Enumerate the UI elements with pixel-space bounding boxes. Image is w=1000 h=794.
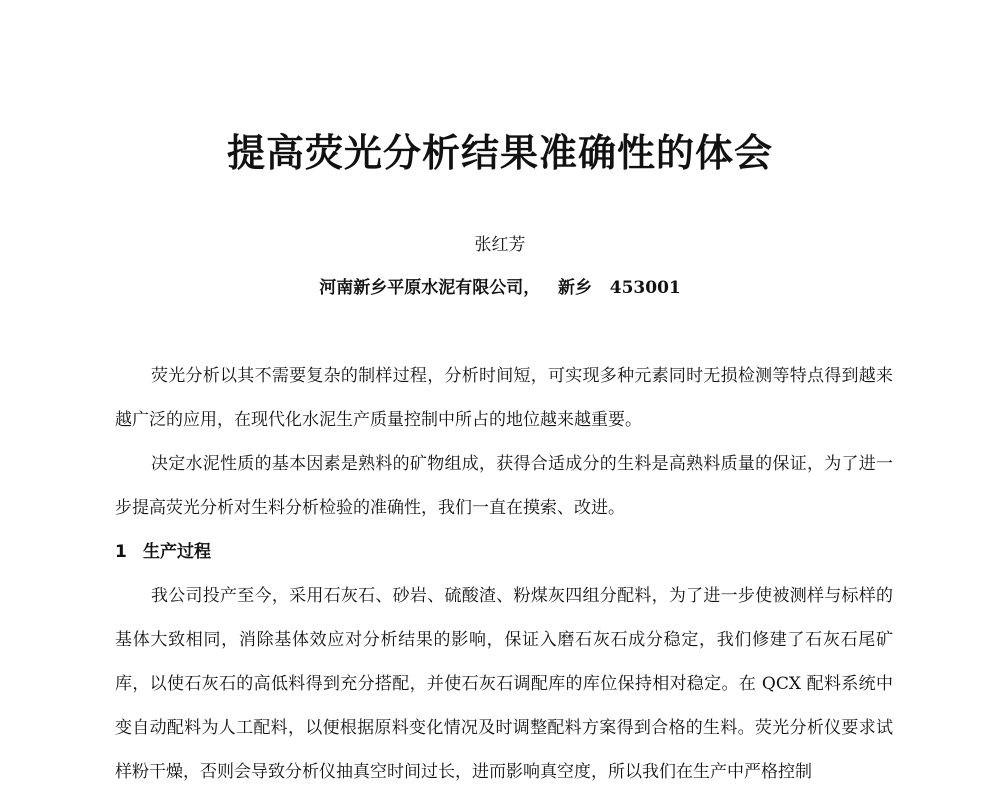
paragraph-intro-2: 决定水泥性质的基本因素是熟料的矿物组成，获得合适成分的生料是高熟料质量的保证，为了进一步提高荧光分析对生料分析检验的准确性，我们一直在摸索、改进。 [115,454,893,518]
paragraph-intro-1: 荧光分析以其不需要复杂的制样过程，分析时间短，可实现多种元素同时无损检测等特点得到越来越广泛的应用，在现代化水泥生产质量控制中所占的地位越来越重要。 [115,366,893,430]
paragraph-section-1: 我公司投产至今，采用石灰石、砂岩、硫酸渣、粉煤灰四组分配料，为了进一步使被测样与标样的基体大致相同，消除基体效应对分析结果的影响，保证入磨石灰石成分稳定，我们修建了石灰石尾矿库，以使石灰石的高低料得到充分搭配，并使石灰石调配库的库位保持相对稳定。在 QCX 配料系统中变自动配料为人工配料，以便根据原料变化情况及时调整配料方案得到合格的生料。荧光分析仪要求试样粉干燥，否则会导致分析仪抽真空时间过长，进而影响真空度，所以我们在生产中严格控制 [115,586,893,782]
author-name: 张红芳 [474,235,526,255]
body-text [115,354,893,794]
paper-title: 提高荧光分析结果准确性的体会 [226,131,773,175]
section-title: 生产过程 [143,542,211,562]
section-heading-1 [115,530,893,574]
author-affiliation: 河南新乡平原水泥有限公司， 新乡 453001 [319,278,681,298]
section-number: 1 [115,542,127,562]
